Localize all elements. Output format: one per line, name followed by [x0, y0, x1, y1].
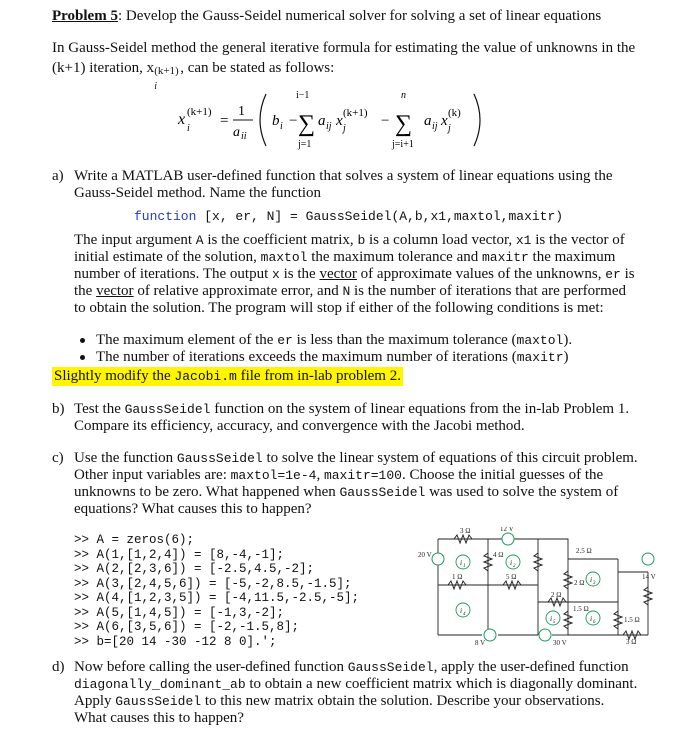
svg-text:=: =	[220, 113, 229, 129]
problem-title: : Develop the Gauss-Seidel numerical solver for solving a set of linear equations	[117, 8, 602, 24]
code-line: >> A(4,[1,2,3,5]) = [-4,11.5,-2.5,-5];	[74, 591, 360, 605]
bullet-2: The number of iterations exceeds the maximum number of iterations (maxitr)	[96, 349, 569, 365]
svg-text:a: a	[318, 113, 326, 129]
part-a-line-1: Write a MATLAB user-defined function that solves a system of linear equations using the	[74, 168, 613, 184]
part-c-line-4: equations? What causes this to happen?	[74, 501, 312, 517]
bullet-dot-2	[80, 355, 85, 360]
svg-text:j: j	[343, 123, 346, 134]
sum-symbol-2: ∑	[395, 111, 413, 137]
part-d-line-3: Apply GaussSeidel to this new matrix obtain the solution. Describe your observations.	[74, 693, 605, 709]
svg-text:i: i	[460, 606, 463, 615]
part-a-para-3: number of iterations. The output x is the vector of approximate values of the unknowns, er is	[74, 266, 635, 282]
part-a-line-2: Gauss-Seidel method. Name the function	[74, 185, 322, 201]
svg-text:30 V: 30 V	[553, 639, 567, 645]
svg-text:i: i	[590, 614, 593, 623]
part-a-para-1: The input argument A is the coefficient matrix, b is a column load vector, x1 is the vector of	[74, 232, 625, 248]
svg-text:n: n	[401, 90, 406, 101]
part-a-para-2: initial estimate of the solution, maxtol the maximum tolerance and maxitr the maximum	[74, 249, 616, 265]
svg-text:ij: ij	[326, 121, 332, 132]
svg-text:j=1: j=1	[298, 139, 312, 150]
part-c-line-3: unknowns to be zero. What happened when GaussSeidel was used to solve the system of	[74, 484, 619, 500]
svg-text:ii: ii	[241, 131, 247, 142]
svg-text:12 V: 12 V	[500, 527, 514, 533]
svg-text:x: x	[336, 113, 343, 129]
svg-text:i: i	[510, 558, 513, 567]
svg-text:(k): (k)	[448, 107, 461, 119]
svg-text:1.5 Ω: 1.5 Ω	[573, 605, 589, 613]
part-c-line-2: Other input variables are: maxtol=1e-4, maxitr=100. Choose the initial guesses of the	[74, 467, 604, 483]
svg-text:(k+1): (k+1)	[343, 107, 368, 119]
part-d-line-4: What causes this to happen?	[74, 710, 244, 726]
intro-line-2: (k+1) iteration, x (k+1) i , can be stated as follows:	[52, 60, 335, 92]
svg-text:a: a	[424, 113, 432, 129]
svg-text:i: i	[280, 121, 283, 132]
svg-text:4 Ω: 4 Ω	[493, 551, 504, 559]
svg-text:j: j	[448, 123, 451, 134]
gauss-seidel-formula	[170, 84, 500, 156]
bullet-1: The maximum element of the er is less than the maximum tolerance (maxtol).	[96, 332, 573, 348]
svg-text:2 Ω: 2 Ω	[551, 591, 562, 599]
code-line: >> A(1,[1,2,4]) = [8,-4,-1];	[74, 547, 285, 562]
svg-text:8 V: 8 V	[475, 639, 486, 645]
svg-text:i: i	[460, 558, 463, 567]
circuit-diagram	[418, 527, 662, 645]
part-b-line-2: Compare its efficiency, accuracy, and convergence with the Jacobi method.	[74, 418, 525, 434]
svg-text:3 Ω: 3 Ω	[626, 638, 637, 645]
svg-text:3 Ω: 3 Ω	[460, 527, 471, 535]
svg-text:1 Ω: 1 Ω	[452, 573, 463, 581]
code-line: >> A(3,[2,4,5,6]) = [-5,-2,8.5,-1.5];	[74, 576, 352, 591]
part-c-line-1: Use the function GaussSeidel to solve the linear system of equations of this circuit problem.	[74, 450, 638, 466]
part-a-para-4: the vector of relative approximate error, and N is the number of iterations that are performed	[74, 283, 627, 299]
part-d-line-1: Now before calling the user-defined function GaussSeidel, apply the user-defined function	[74, 659, 629, 675]
svg-text:2: 2	[513, 564, 516, 569]
svg-text:i−1: i−1	[296, 90, 310, 101]
svg-text:1: 1	[238, 104, 245, 119]
intro-line-1: In Gauss-Seidel method the general iterative formula for estimating the value of unknowns in the	[52, 40, 636, 56]
svg-text:3: 3	[593, 581, 596, 586]
svg-text:2 Ω: 2 Ω	[574, 579, 585, 587]
svg-text:1.5 Ω: 1.5 Ω	[624, 616, 640, 624]
svg-text:i: i	[590, 575, 593, 584]
svg-text:(k+1): (k+1)	[187, 106, 212, 118]
matlab-code-block	[74, 533, 359, 649]
svg-text:ij: ij	[432, 121, 438, 132]
problem-label: Problem 5	[52, 8, 118, 24]
part-d-label: d)	[52, 659, 65, 675]
svg-text:x: x	[441, 113, 448, 129]
highlight-note: Slightly modify the Jacobi.m file from in-lab problem 2.	[54, 368, 401, 384]
svg-text:1: 1	[463, 564, 466, 569]
code-line: >> A = zeros(6);	[74, 533, 195, 547]
problem-header	[52, 8, 601, 25]
sum-symbol-1: ∑	[298, 111, 316, 137]
svg-text:−: −	[381, 113, 390, 129]
code-line: >> b=[20 14 -30 -12 8 0].';	[74, 634, 277, 649]
part-c-label: c)	[52, 450, 64, 466]
svg-text:−: −	[289, 113, 298, 129]
svg-text:i: i	[187, 123, 190, 134]
part-d-line-2: diagonally_dominant_ab to obtain a new coefficient matrix which is diagonally dominant.	[74, 676, 638, 692]
part-a-label: a)	[52, 168, 64, 184]
part-a-para-5: to obtain the solution. The program will stop if either of the following conditions is met:	[74, 300, 604, 316]
part-b-label: b)	[52, 401, 65, 417]
code-line: >> A(2,[2,3,6]) = [-2.5,4.5,-2];	[74, 562, 315, 576]
svg-text:14 V: 14 V	[642, 573, 656, 581]
svg-text:x: x	[178, 111, 186, 128]
svg-text:j=i+1: j=i+1	[392, 139, 414, 150]
svg-text:b: b	[272, 113, 280, 129]
svg-text:20 V: 20 V	[418, 551, 432, 559]
svg-text:2.5 Ω: 2.5 Ω	[576, 547, 592, 555]
svg-text:i: i	[550, 614, 553, 623]
bullet-dot-1	[80, 338, 85, 343]
svg-text:4: 4	[463, 612, 466, 617]
svg-text:6: 6	[593, 620, 596, 625]
part-b-line-1: Test the GaussSeidel function on the system of linear equations from the in-lab Problem 1.	[74, 401, 630, 417]
svg-text:5: 5	[553, 620, 556, 625]
function-signature: function [x, er, N] = GaussSeidel(A,b,x1,maxtol,maxitr)	[134, 209, 564, 224]
code-line: >> A(5,[1,4,5]) = [-1,3,-2];	[74, 605, 285, 620]
svg-text:5 Ω: 5 Ω	[506, 573, 517, 581]
code-line: >> A(6,[3,5,6]) = [-2,-1.5,8];	[74, 620, 300, 634]
svg-text:a: a	[233, 125, 240, 140]
